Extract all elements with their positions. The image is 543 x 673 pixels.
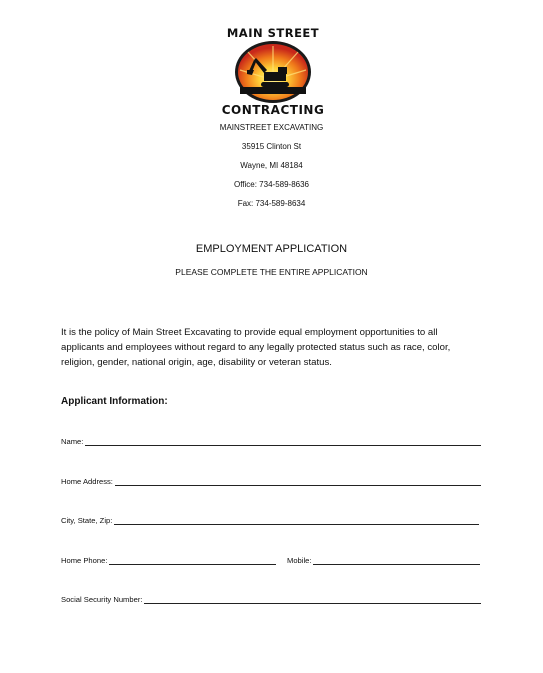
- home-address-label: Home Address:: [61, 477, 113, 486]
- name-label: Name:: [61, 437, 84, 446]
- city-state-zip-field[interactable]: [61, 513, 479, 525]
- ssn-input-line[interactable]: [144, 595, 481, 604]
- name-field[interactable]: [61, 434, 481, 446]
- form-subtitle: PLEASE COMPLETE THE ENTIRE APPLICATION: [175, 267, 368, 277]
- city-state-zip-input-line[interactable]: [114, 516, 479, 525]
- company-city: Wayne, MI 48184: [240, 161, 303, 170]
- home-phone-label: Home Phone:: [61, 556, 108, 565]
- company-name: MAINSTREET EXCAVATING: [219, 123, 324, 132]
- home-address-field[interactable]: [61, 474, 481, 486]
- company-street: 35915 Clinton St: [241, 142, 302, 151]
- logo-bottom-text: CONTRACTING: [221, 103, 325, 117]
- company-office-phone: Office: 734-589-8636: [233, 180, 309, 189]
- mobile-field[interactable]: [287, 553, 480, 565]
- excavator-emblem-icon: [234, 40, 312, 104]
- name-input-line[interactable]: [85, 437, 481, 446]
- mobile-input-line[interactable]: [313, 556, 480, 565]
- city-state-zip-label: City, State, Zip:: [61, 516, 113, 525]
- mobile-label: Mobile:: [287, 556, 312, 565]
- section-title: Applicant Information:: [61, 396, 168, 407]
- company-fax: Fax: 734-589-8634: [237, 199, 306, 208]
- policy-paragraph: It is the policy of Main Street Excavating to provide equal employment opportunities to all applicants and employees without regard to any legally protected status such as race, color, religion, gender, national origin, age, disability or veteran status.: [61, 327, 451, 368]
- company-logo: [221, 26, 325, 120]
- home-phone-input-line[interactable]: [109, 556, 276, 565]
- home-address-input-line[interactable]: [115, 477, 481, 486]
- ssn-label: Social Security Number:: [61, 595, 143, 604]
- logo-top-text: MAIN STREET: [226, 26, 320, 40]
- ssn-field[interactable]: [61, 592, 481, 604]
- form-title: EMPLOYMENT APPLICATION: [195, 243, 348, 255]
- home-phone-field[interactable]: [61, 553, 276, 565]
